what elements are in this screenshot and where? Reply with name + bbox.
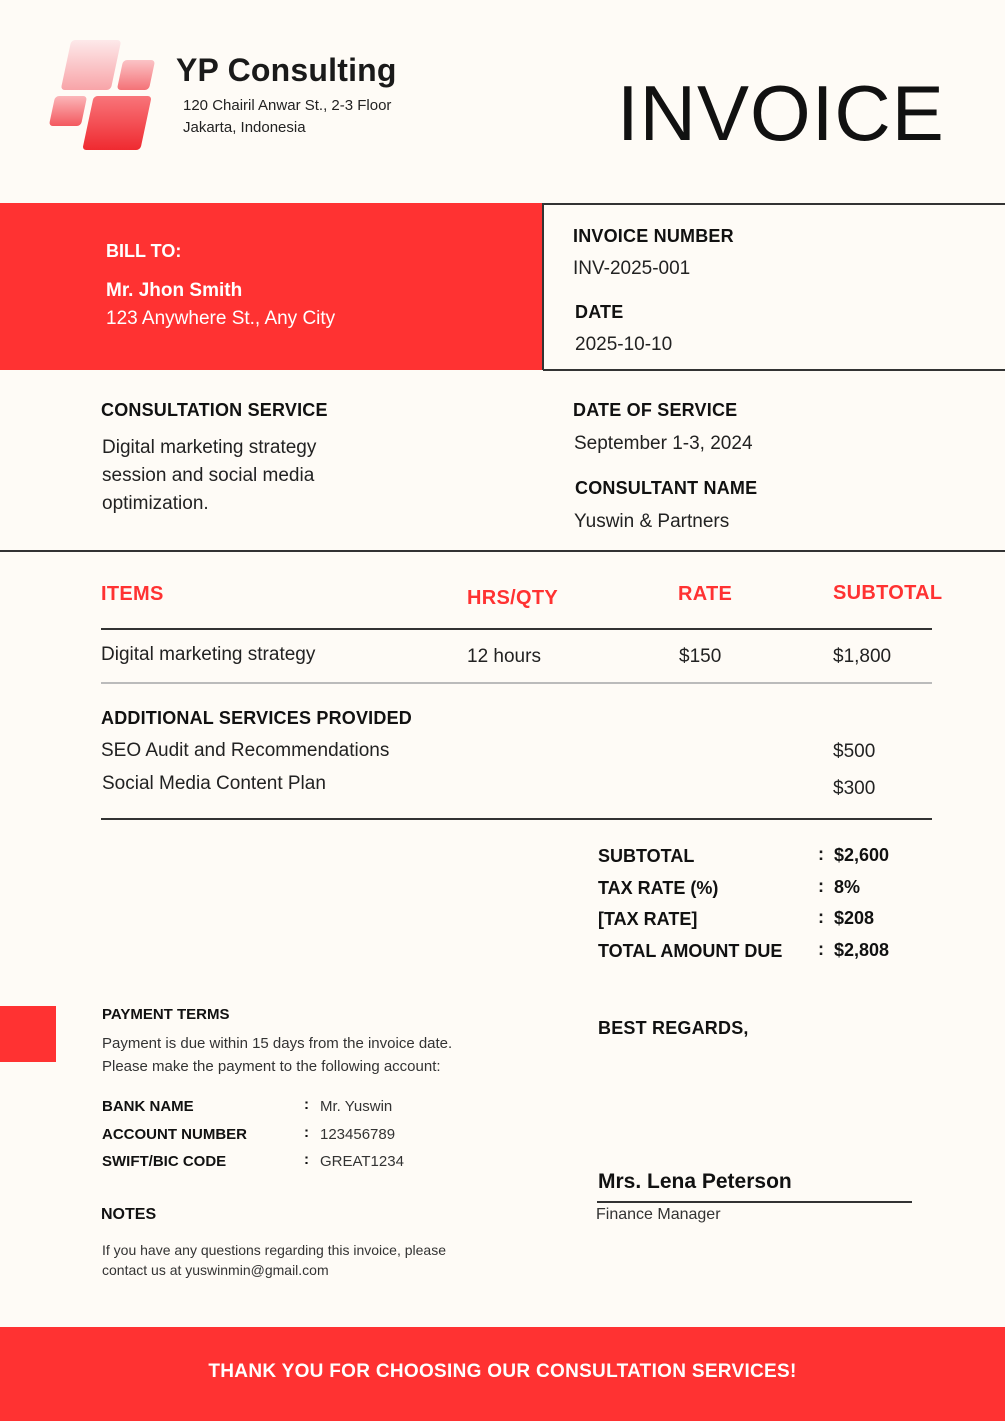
- service-description-line: Digital marketing strategy: [102, 437, 317, 458]
- logo-tile: [61, 40, 122, 90]
- notes-label: NOTES: [101, 1206, 157, 1223]
- tax-amount-label: [TAX RATE]: [598, 909, 698, 929]
- logo-tile: [82, 96, 151, 150]
- regards-text: BEST REGARDS,: [598, 1018, 749, 1038]
- company-address-line1: 120 Chairil Anwar St., 2-3 Floor: [183, 97, 392, 114]
- notes-line: If you have any questions regarding this invoice, please: [102, 1242, 446, 1258]
- company-name: YP Consulting: [176, 52, 397, 88]
- additional-item: SEO Audit and Recommendations: [101, 740, 390, 761]
- payment-terms-label: PAYMENT TERMS: [102, 1006, 230, 1023]
- row-qty: 12 hours: [467, 646, 541, 667]
- signatory-name: Mrs. Lena Peterson: [598, 1170, 792, 1193]
- service-date-label: DATE OF SERVICE: [573, 400, 738, 420]
- service-description-line: session and social media: [102, 465, 315, 486]
- service-date: September 1-3, 2024: [574, 433, 753, 454]
- table-bottom-rule: [101, 818, 932, 820]
- signatory-title: Finance Manager: [596, 1206, 721, 1223]
- signature-line: [597, 1201, 912, 1203]
- colon: :: [818, 939, 824, 959]
- bill-to-address: 123 Anywhere St., Any City: [106, 308, 336, 329]
- additional-services-label: ADDITIONAL SERVICES PROVIDED: [101, 708, 412, 728]
- total-due-value: $2,808: [834, 940, 890, 960]
- colon: :: [304, 1096, 309, 1113]
- bill-to-panel: [0, 203, 543, 370]
- table-row-rule: [101, 682, 932, 684]
- tax-rate-value: 8%: [834, 877, 861, 897]
- subtotal-value: $2,600: [834, 845, 890, 865]
- service-label: CONSULTATION SERVICE: [101, 400, 328, 420]
- invoice-date-label: DATE: [575, 302, 624, 322]
- logo-tile: [117, 60, 155, 90]
- account-number-label: ACCOUNT NUMBER: [102, 1126, 247, 1143]
- row-item: Digital marketing strategy: [101, 644, 316, 665]
- payment-terms-line: Payment is due within 15 days from the invoice date.: [102, 1035, 453, 1052]
- account-number-value: 123456789: [320, 1126, 396, 1143]
- table-header-rate: RATE: [678, 583, 733, 605]
- payment-terms-line: Please make the payment to the following account:: [102, 1058, 441, 1075]
- swift-code-value: GREAT1234: [320, 1153, 404, 1170]
- invoice-date: 2025-10-10: [575, 334, 673, 355]
- invoice-number: INV-2025-001: [573, 258, 691, 279]
- colon: :: [818, 907, 824, 927]
- colon: :: [818, 844, 824, 864]
- additional-item: Social Media Content Plan: [102, 773, 326, 794]
- tax-amount-value: $208: [834, 908, 875, 928]
- bank-name-label: BANK NAME: [102, 1098, 194, 1115]
- logo-tile: [49, 96, 87, 126]
- bill-to-label: BILL TO:: [106, 241, 182, 261]
- service-description-line: optimization.: [102, 493, 209, 514]
- table-header-qty: HRS/QTY: [467, 587, 558, 609]
- total-due-label: TOTAL AMOUNT DUE: [598, 941, 783, 961]
- swift-code-label: SWIFT/BIC CODE: [102, 1153, 227, 1170]
- colon: :: [304, 1151, 309, 1168]
- divider: [543, 203, 1005, 205]
- accent-square: [0, 1006, 56, 1062]
- tax-rate-label: TAX RATE (%): [598, 878, 719, 898]
- table-header-subtotal: SUBTOTAL: [833, 582, 943, 604]
- notes-line: contact us at yuswinmin@gmail.com: [102, 1262, 329, 1278]
- divider: [0, 550, 1005, 552]
- table-header-rule: [101, 628, 932, 630]
- additional-subtotal: $500: [833, 741, 876, 762]
- divider: [542, 203, 544, 370]
- colon: :: [304, 1124, 309, 1141]
- consultant-label: CONSULTANT NAME: [575, 478, 758, 498]
- table-header-items: ITEMS: [101, 583, 164, 605]
- colon: :: [818, 876, 824, 896]
- footer-text: THANK YOU FOR CHOOSING OUR CONSULTATION SERVICES!: [208, 1361, 797, 1382]
- row-rate: $150: [679, 646, 722, 667]
- consultant-name: Yuswin & Partners: [574, 511, 730, 532]
- bank-name-value: Mr. Yuswin: [320, 1098, 393, 1115]
- company-logo: [48, 38, 158, 153]
- invoice-number-label: INVOICE NUMBER: [573, 226, 734, 246]
- company-address-line2: Jakarta, Indonesia: [183, 119, 306, 136]
- additional-subtotal: $300: [833, 778, 876, 799]
- document-title: INVOICE: [617, 69, 945, 157]
- row-subtotal: $1,800: [833, 646, 892, 667]
- subtotal-label: SUBTOTAL: [598, 846, 695, 866]
- divider: [543, 369, 1005, 371]
- bill-to-name: Mr. Jhon Smith: [106, 280, 243, 301]
